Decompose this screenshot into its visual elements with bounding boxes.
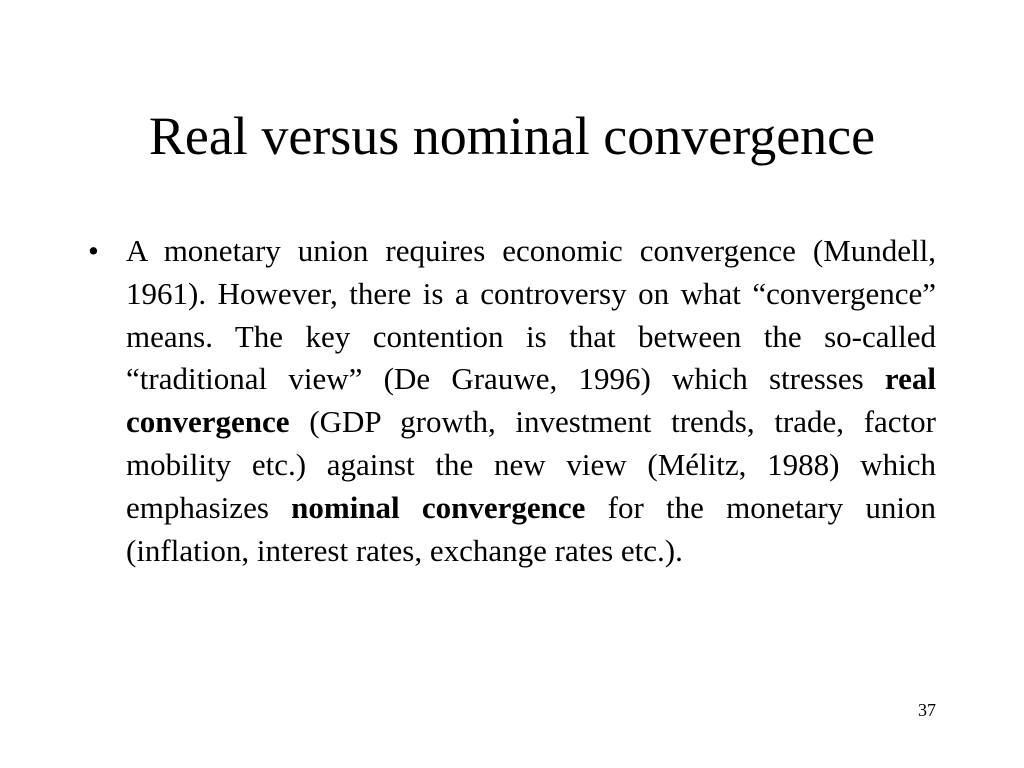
bullet-text-part-2: (GDP growth, investment trends, trade, factor mobility etc.) against the new view (Mélitz, 1988) which emphasizes xyxy=(126,404,936,525)
bullet-marker: • xyxy=(88,233,99,268)
bullet-bold-real-convergence: real convergence xyxy=(126,361,936,440)
page-number: 37 xyxy=(918,700,936,720)
bullet-text-part-1: A monetary union requires economic convergence (Mundell, 1961). However, there is a controversy on what “convergence” means. The key contention is that between the so-called “traditional view” (De Grauwe, 1996) which stresses xyxy=(126,233,936,397)
bullet-bold-nominal-convergence: nominal convergence xyxy=(291,489,586,525)
bullet-item xyxy=(88,230,936,572)
bullet-text-part-3: for the monetary union (inflation, interest rates, exchange rates etc.). xyxy=(126,489,937,568)
bullet-list xyxy=(88,230,936,572)
slide-title: Real versus nominal convergence xyxy=(148,106,876,166)
